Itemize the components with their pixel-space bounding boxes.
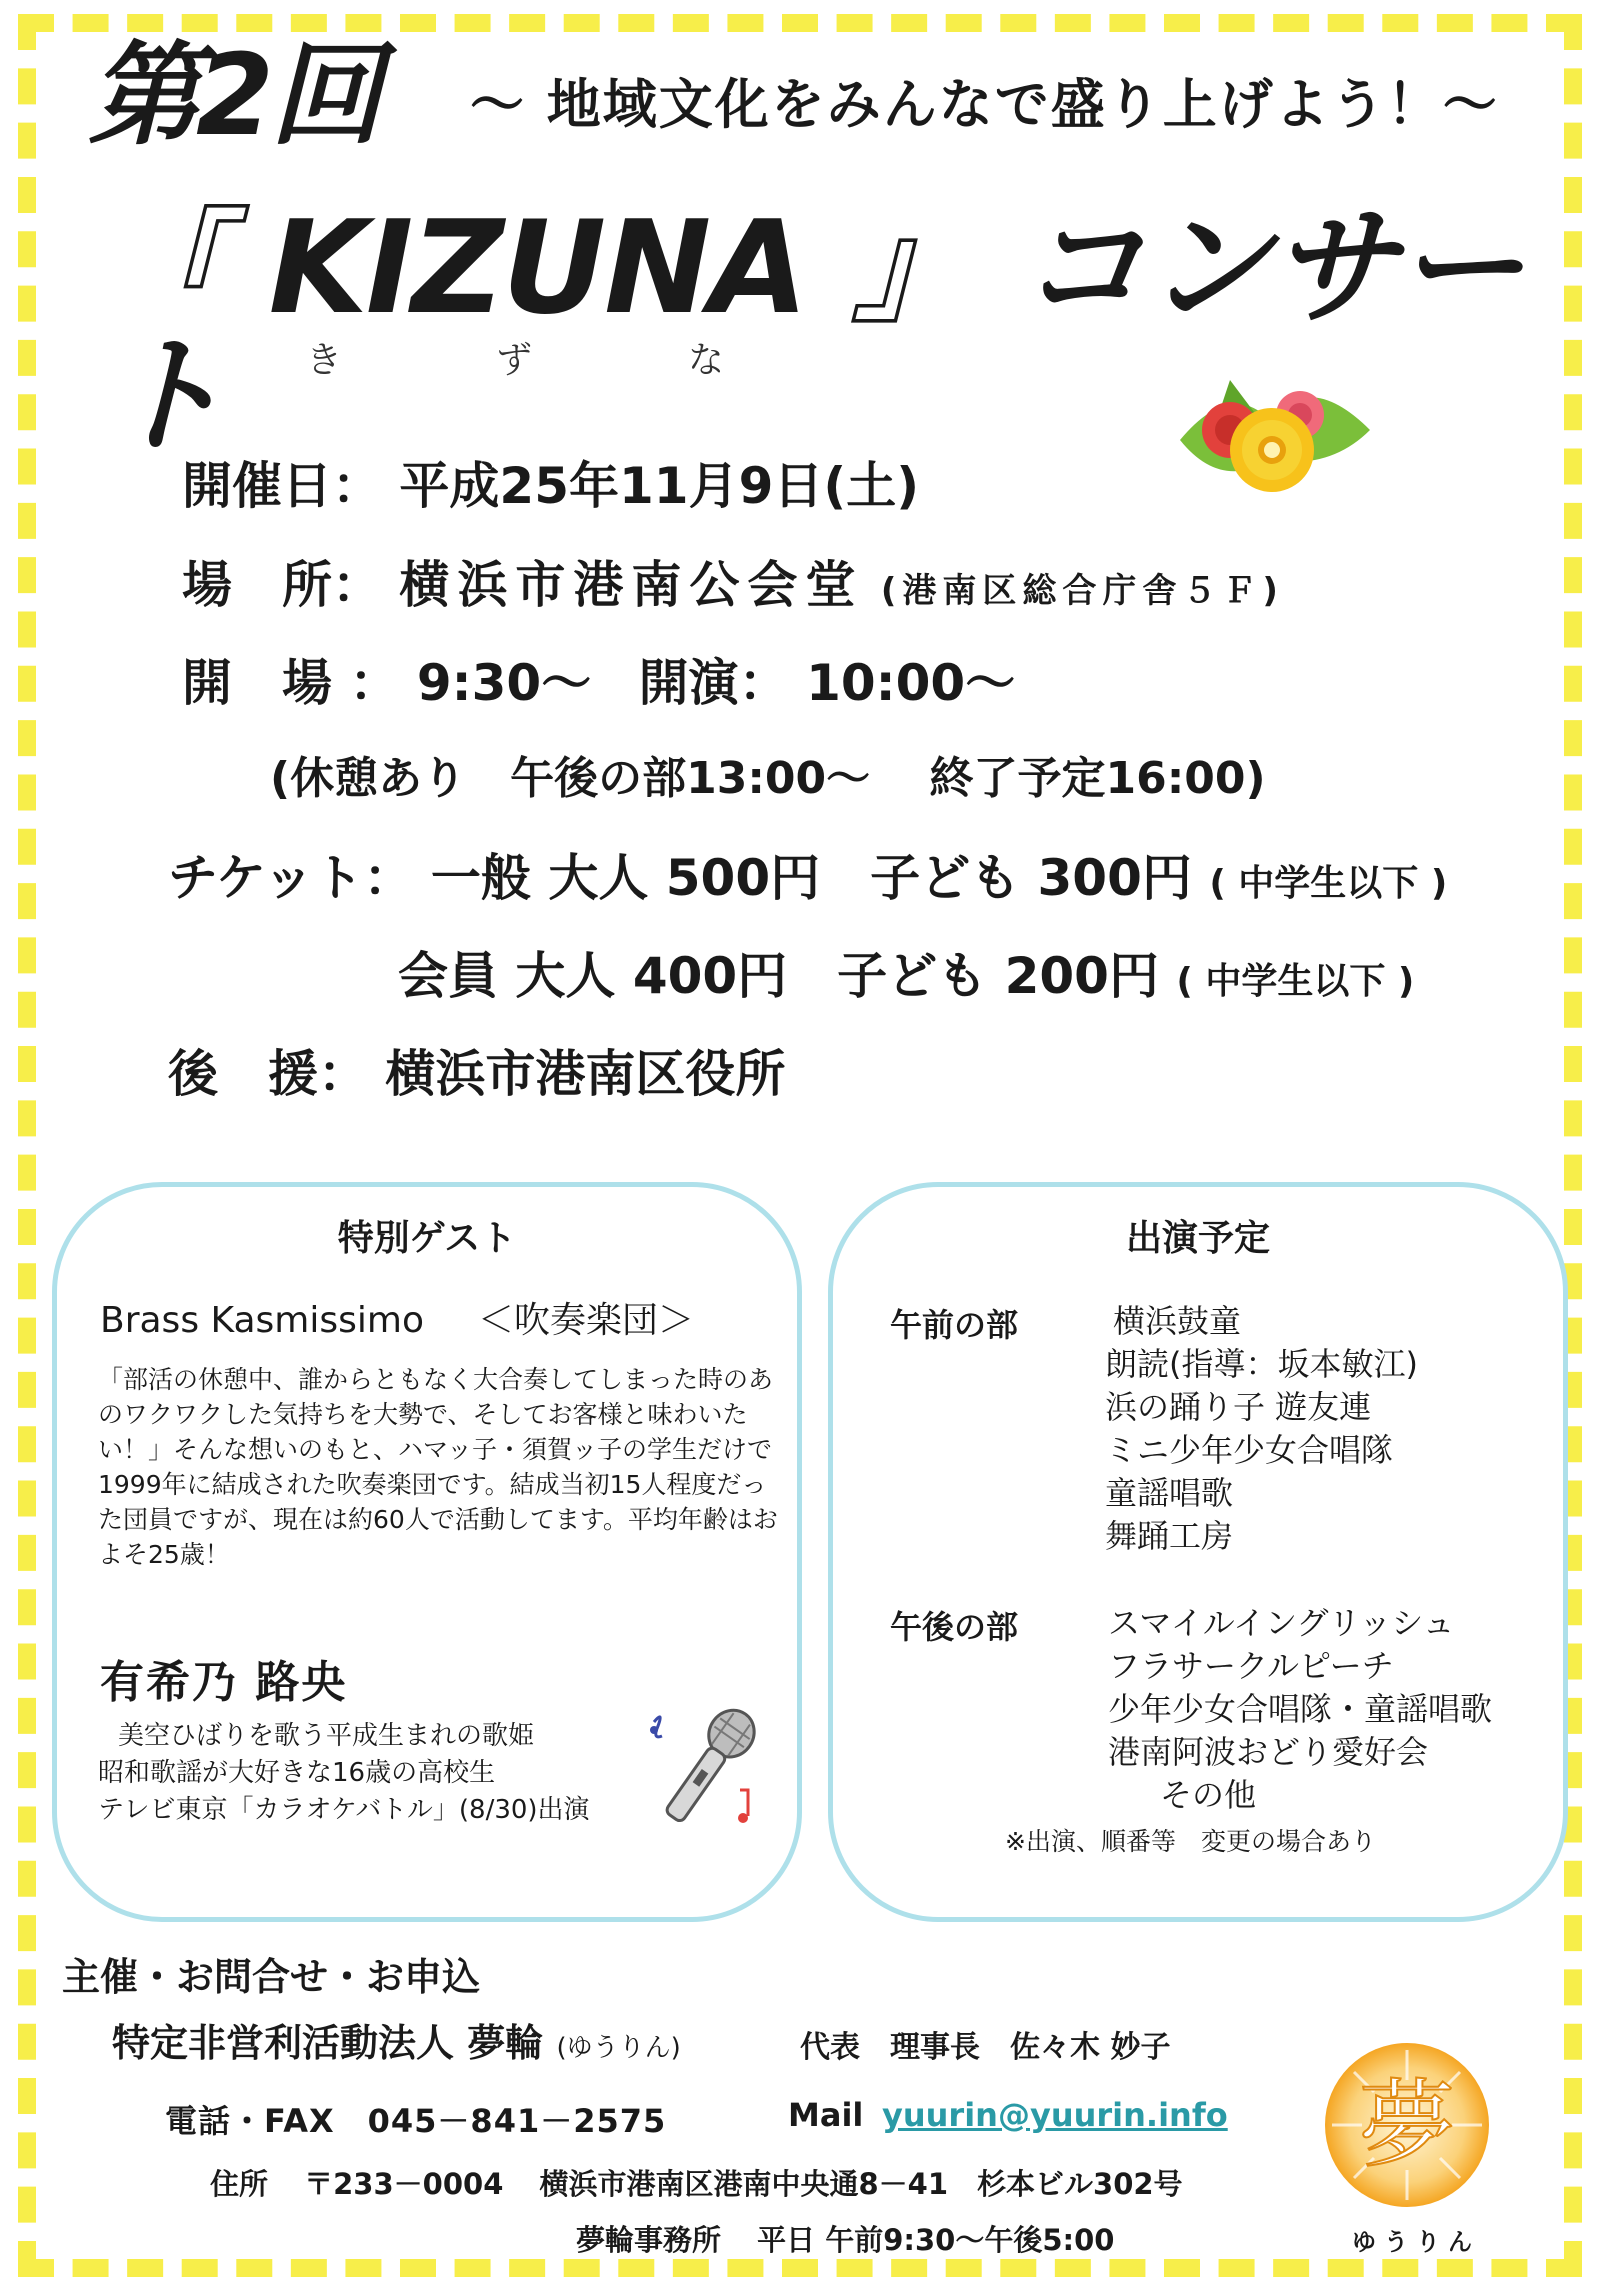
address: 横浜市港南区港南中央通8－41 杉本ビル302号 — [539, 2167, 1183, 2201]
afternoon-label: 午後の部 — [890, 1608, 1019, 1646]
yuurin-logo — [1322, 2040, 1492, 2210]
ticket-member-row — [398, 936, 1414, 1008]
ticket-row — [168, 838, 1447, 910]
flower-bouquet-icon — [1160, 360, 1380, 510]
guest1-tag: ＜吹奏楽団＞ — [477, 1300, 694, 1341]
guest2-name: 有希乃 路央 — [100, 1657, 348, 1708]
office-hours-row — [576, 2218, 1141, 2259]
change-note: ※出演、順番等 変更の場合あり — [1005, 1827, 1376, 1856]
special-guests-title: 特別ゲスト — [337, 1218, 517, 1259]
list-item: 少年少女合唱隊・童謡唱歌 — [1108, 1690, 1493, 1728]
organizer-name-row — [112, 2012, 681, 2067]
start-value: 10:00～ — [806, 654, 1016, 712]
afternoon-list — [1108, 1602, 1492, 1817]
title-suffix: コンサート — [100, 194, 1522, 471]
list-item: 浜の踊り子 遊友連 — [1105, 1388, 1372, 1426]
edition-number: 第2回 — [88, 31, 378, 161]
list-item: スマイルイングリッシュ — [1108, 1604, 1455, 1642]
organizer-name-reading: (ゆうりん) — [556, 2033, 681, 2063]
logo-glyph: 夢 — [1359, 2069, 1455, 2181]
office-hours: 平日 午前9:30～午後5:00 — [757, 2223, 1115, 2257]
start-label: 開演： — [638, 654, 789, 712]
date-value: 平成25年11月9日(土) — [399, 457, 920, 515]
list-item: 朗読(指導：坂本敏江) — [1105, 1345, 1418, 1383]
list-item: その他 — [1160, 1776, 1257, 1814]
venue-value: 横浜市港南公会堂 — [399, 556, 864, 614]
morning-list — [1105, 1300, 1418, 1558]
list-item: ミニ少年少女合唱隊 — [1105, 1431, 1394, 1469]
phone-fax: 電話・FAX 045－841－2575 — [165, 2102, 667, 2140]
guest1-heading — [100, 1292, 694, 1343]
organizer-representative: 代表 理事長 佐々木 妙子 — [800, 2030, 1171, 2065]
list-item: フラサークルピーチ — [1108, 1647, 1394, 1685]
guest2-description — [98, 1718, 658, 1829]
title-close-bracket: 』 — [848, 194, 975, 343]
time-row — [182, 643, 1015, 715]
list-item: 童謡唱歌 — [1105, 1474, 1234, 1512]
guest2-desc-line: 昭和歌謡が大好きな16歳の高校生 — [98, 1758, 496, 1788]
support-row — [168, 1034, 785, 1106]
mail-label: Mail — [788, 2096, 864, 2134]
guest1-name: Brass Kasmissimo — [100, 1300, 424, 1341]
list-item: 横浜鼓童 — [1113, 1302, 1242, 1340]
office-name: 夢輪事務所 — [576, 2223, 722, 2257]
postal-code: 〒233－0004 — [304, 2167, 504, 2201]
guest2-desc-line: テレビ東京「カラオケバトル」(8/30)出演 — [98, 1795, 590, 1825]
morning-label: 午前の部 — [890, 1306, 1019, 1344]
event-subtitle: ～ 地域文化をみんなで盛り上げよう！～ — [470, 73, 1499, 136]
venue-note: (港南区総合庁舎５Ｆ) — [880, 571, 1284, 611]
title-kizuna: KIZUNA — [268, 194, 807, 343]
ticket-general-note: ( 中学生以下 ) — [1209, 863, 1448, 904]
list-item: 舞踊工房 — [1105, 1517, 1234, 1555]
open-value: 9:30～ — [416, 654, 592, 712]
guest1-description: 「部活の休憩中、誰からともなく大合奏してしまった時のあのワクワクした気持ちを大勢で、そしてお客様と味わいたい！」そんな想いのもと、ハマッ子・須賀ッ子の学生だけで1999年に結成された吹奏楽団です。結成当初15人程度だった団員ですが、現在は約60人で活動してます。平均年齢はおよそ25歳！ — [98, 1365, 778, 1569]
list-item: 港南阿波おどり愛好会 — [1108, 1733, 1429, 1771]
title-reading-1: き — [306, 340, 343, 381]
support-value: 横浜市港南区役所 — [385, 1045, 786, 1103]
date-label: 開催日： — [182, 457, 382, 515]
microphone-icon — [640, 1700, 770, 1850]
guest2-desc-line: 美空ひばりを歌う平成生まれの歌姫 — [118, 1721, 535, 1751]
ticket-general: 一般 大人 500円 子ども 300円 — [430, 849, 1192, 907]
ticket-label: チケット： — [168, 849, 414, 907]
venue-row — [182, 545, 1284, 617]
date-row — [182, 446, 919, 518]
title-reading-3: な — [688, 340, 725, 381]
organizer-name: 特定非営利活動法人 夢輪 — [112, 2021, 544, 2065]
address-row — [210, 2162, 1209, 2203]
ticket-member: 会員 大人 400円 子ども 200円 — [398, 947, 1159, 1005]
organizer-heading: 主催・お問合せ・お申込 — [62, 1955, 481, 1999]
address-label: 住所 — [210, 2167, 269, 2201]
open-label: 開 場 ： — [182, 654, 400, 712]
ticket-member-note: ( 中学生以下 ) — [1176, 961, 1415, 1002]
email-link[interactable]: yuurin@yuurin.info — [882, 2096, 1228, 2134]
venue-label: 場 所： — [182, 556, 382, 614]
lineup-title: 出演予定 — [1125, 1218, 1270, 1259]
logo-caption: ゆうりん — [1352, 2228, 1480, 2256]
break-line: (休憩あり 午後の部13:00～ 終了予定16:00) — [270, 753, 1266, 804]
title-reading-2: ず — [496, 340, 533, 381]
support-label: 後 援： — [168, 1045, 368, 1103]
title-open-bracket: 『 — [100, 194, 227, 343]
